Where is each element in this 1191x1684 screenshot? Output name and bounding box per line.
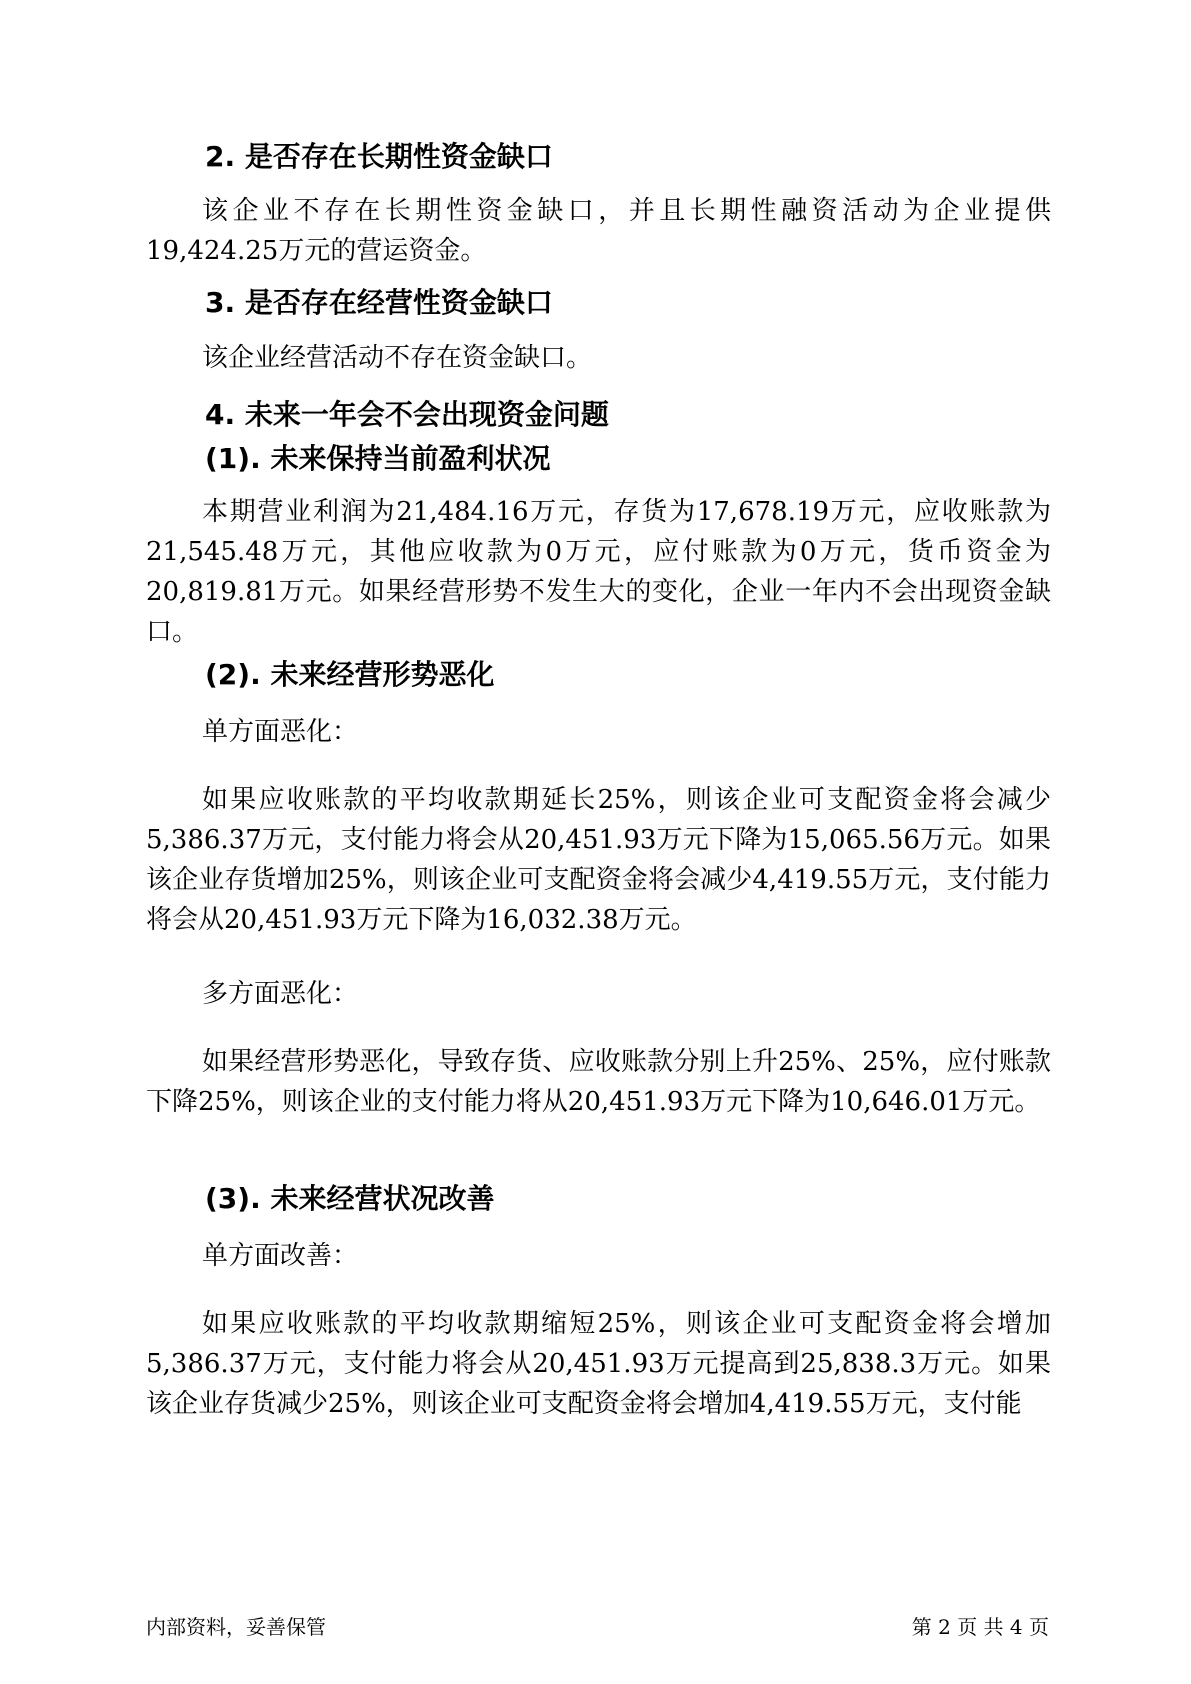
paragraph-worsen-multi: 如果经营形势恶化，导致存货、应收账款分别上升25%、25%，应付账款下降25%，则该企业的支付能力将从20,451.93万元下降为10,646.01万元。 <box>146 1047 1051 1117</box>
footer-confidential-note: 内部资料，妥善保管 <box>146 1615 326 1639</box>
heading-keep-profit: (1). 未来保持当前盈利状况 <box>205 442 551 475</box>
footer-page-number: 第 2 页 共 4 页 <box>911 1615 1049 1639</box>
paragraph-long-term-gap: 该企业不存在长期性资金缺口，并且长期性融资活动为企业提供19,424.25万元的营运资金。 <box>146 196 1051 266</box>
paragraph-improve-single: 如果应收账款的平均收款期缩短25%，则该企业可支配资金将会增加5,386.37万元，支付能力将会从20,451.93万元提高到25,838.3万元。如果该企业存货减少25%，则该企业可支配资金将会增加4,419.55万元，支付能 <box>146 1309 1051 1419</box>
heading-improve: (3). 未来经营状况改善 <box>205 1182 495 1215</box>
label-worsen-single: 单方面恶化： <box>202 717 359 747</box>
heading-operating-gap: 3. 是否存在经营性资金缺口 <box>205 286 553 319</box>
paragraph-operating-gap: 该企业经营活动不存在资金缺口。 <box>202 343 593 373</box>
heading-worsen: (2). 未来经营形势恶化 <box>205 658 495 691</box>
label-worsen-multi: 多方面恶化： <box>202 979 359 1009</box>
paragraph-worsen-single: 如果应收账款的平均收款期延长25%，则该企业可支配资金将会减少5,386.37万元，支付能力将会从20,451.93万元下降为15,065.56万元。如果该企业存货增加25%，则该企业可支配资金将会减少4,419.55万元，支付能力将会从20,451.93万元下降为16,032.38万元。 <box>146 785 1051 935</box>
heading-long-term-gap: 2. 是否存在长期性资金缺口 <box>205 140 553 173</box>
paragraph-keep-profit: 本期营业利润为21,484.16万元，存货为17,678.19万元，应收账款为21,545.48万元，其他应收款为0万元，应付账款为0万元，货币资金为20,819.81万元。如果经营形势不发生大的变化，企业一年内不会出现资金缺口。 <box>146 497 1051 647</box>
label-improve-single: 单方面改善： <box>202 1241 359 1271</box>
heading-next-year: 4. 未来一年会不会出现资金问题 <box>205 398 609 431</box>
